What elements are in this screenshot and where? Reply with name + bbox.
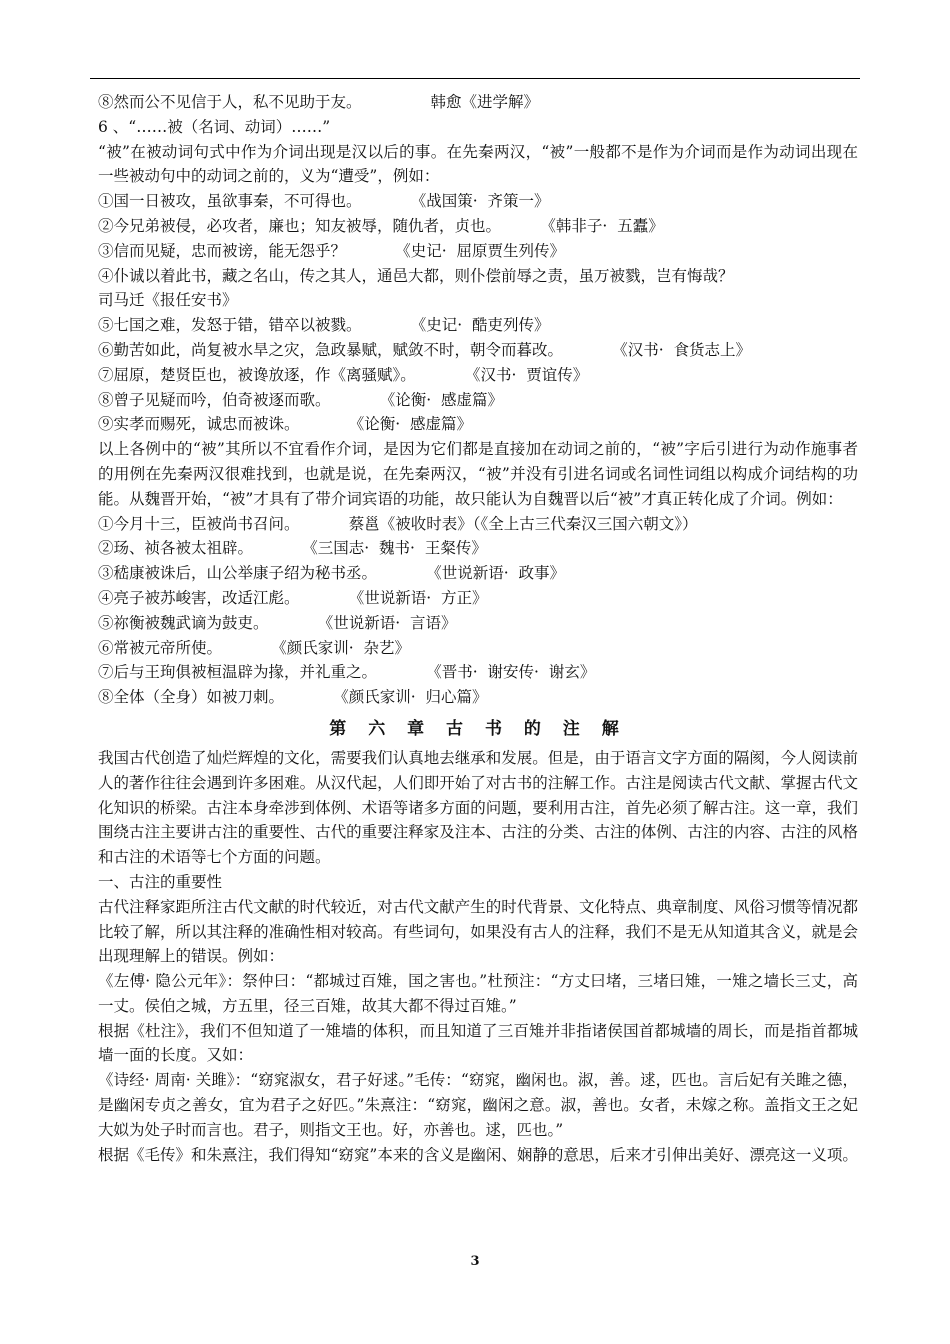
- paragraph: “被”在被动词句式中作为介词出现是汉以后的事。在先秦两汉，“被”一般都不是作为介词而是作为动词出现在一些被动句中的动词之前的，义为“遭受”，例如：: [98, 142, 858, 186]
- example-line: ⑦屈原，楚贤臣也，被谗放逐，作《离骚赋》。 《汉书· 贾谊传》: [98, 365, 589, 384]
- paragraph: 《诗经· 周南· 关雎》：“窈窕淑女，君子好逑。”毛传：“窈窕，幽闲也。淑，善。逑，匹也。言后妃有关雎之德，是幽闲专贞之善女，宜为君子之好匹。”朱熹注：“窈窕，幽闲之意。淑，善也。女者，未嫁之称。盖指文王之妃大姒为处子时而言也。君子，则指文王也。好，亦善也。逑，匹也。”: [98, 1071, 858, 1139]
- subsection-title: 6 、“……被（名词、动词）……”: [98, 117, 331, 136]
- example-line: ⑨实孝而赐死，诚忠而被诛。 《论衡· 感虚篇》: [98, 415, 473, 434]
- example-line: ⑧曾子见疑而吟，伯奇被逐而歌。 《论衡· 感虚篇》: [98, 390, 504, 409]
- paragraph: 古代注释家距所注古代文献的时代较近，对古代文献产生的时代背景、文化特点、典章制度、风俗习惯等情况都比较了解，所以其注释的准确性相对较高。有些词句，如果没有古人的注释，我们不是无从知道其含义，就是会出现理解上的错误。例如：: [98, 897, 858, 966]
- example-line: ①今月十三，臣被尚书召问。 蔡邕《被收时表》（《全上古三代秦汉三国六朝文》）: [98, 514, 698, 533]
- paragraph: 以上各例中的“被”其所以不宜看作介词，是因为它们都是直接加在动词之前的，“被”字后引进行为动作施事者的用例在先秦两汉很难找到，也就是说，在先秦两汉，“被”并没有引进名词或名词性词组以构成介词结构的功能。从魏晋开始，“被”才具有了带介词宾语的功能，故只能认为自魏晋以后“被”才真正转化成了介词。例如：: [98, 440, 858, 508]
- text-line: ⑧然而公不见信于人，私不见助于友。 韩愈《进学解》: [98, 93, 539, 111]
- example-line: ①国一日被攻，虽欲事秦，不可得也。 《战国策· 齐策一》: [98, 192, 550, 211]
- chapter-heading: 第 六 章 古 书 的 注 解: [329, 718, 627, 739]
- example-line: ③嵇康被诛后，山公举康子绍为秘书丞。 《世说新语· 政事》: [98, 564, 566, 583]
- example-line: ②玚、祯各被太祖辟。 《三国志· 魏书· 王粲传》: [98, 539, 487, 558]
- example-line: ⑤七国之难，发怒于错，错卒以被戮。 《史记· 酷吏列传》: [98, 316, 550, 335]
- example-line: ⑦后与王珣俱被桓温辟为掾，并礼重之。 《晋书· 谢安传· 谢玄》: [98, 663, 596, 682]
- example-line: ⑤祢衡被魏武谪为鼓吏。 《世说新语· 言语》: [98, 613, 457, 632]
- document-body: [98, 90, 858, 1167]
- section-title: 一、古注的重要性: [98, 872, 223, 891]
- paragraph: 根据《毛传》和朱熹注，我们得知“窈窕”本来的含义是幽闲、娴静的意思，后来才引伸出美好、漂亮这一义项。: [98, 1145, 858, 1164]
- example-line: ④仆诚以着此书，藏之名山，传之其人，通邑大都，则仆偿前辱之责，虽万被戮，岂有悔哉？: [98, 266, 734, 285]
- paragraph: 我国古代创造了灿烂辉煌的文化，需要我们认真地去继承和发展。但是，由于语言文字方面的隔阂，今人阅读前人的著作往往会遇到许多困难。从汉代起，人们即开始了对古书的注解工作。古注是阅读古代文献、掌握古代文化知识的桥梁。古注本身牵涉到体例、术语等诸多方面的问题，要利用古注，首先必须了解古注。这一章，我们围绕古注主要讲古注的重要性、古代的重要注释家及注本、古注的分类、古注的体例、古注的内容、古注的风格和古注的术语等七个方面的问题。: [98, 748, 858, 867]
- example-line: ⑥常被元帝所使。 《颜氏家训· 杂艺》: [98, 638, 411, 657]
- example-line: ④亮子被苏峻害，改适江彪。 《世说新语· 方正》: [98, 588, 488, 607]
- example-source: 司马迁《报任安书》: [98, 291, 238, 310]
- paragraph: 根据《杜注》，我们不但知道了一雉墙的体积，而且知道了三百雉并非指诸侯国首都城墙的周长，而是指首都城墙一面的长度。又如：: [98, 1021, 858, 1065]
- example-line: ③信而见疑，忠而被谤，能无怨乎？ 《史记· 屈原贾生列传》: [98, 241, 566, 260]
- paragraph: 《左傅· 隐公元年》：祭仲曰：“都城过百雉，国之害也。”杜预注：“方丈曰堵，三堵曰雉，一雉之墙长三丈，高一丈。侯伯之城，方五里，径三百雉，故其大都不得过百雉。”: [98, 972, 858, 1015]
- example-line: ⑧全体（全身）如被刀刺。 《颜氏家训· 归心篇》: [98, 688, 488, 707]
- header-rule: [90, 78, 860, 79]
- page-number: 3: [470, 1254, 480, 1269]
- example-line: ⑥勤苦如此，尚复被水旱之灾，急政暴赋，赋敛不时，朝令而暮改。 《汉书· 食货志上》: [98, 340, 752, 359]
- example-line: ②今兄弟被侵，必攻者，廉也；知友被辱，随仇者，贞也。 《韩非子· 五蠹》: [98, 216, 664, 235]
